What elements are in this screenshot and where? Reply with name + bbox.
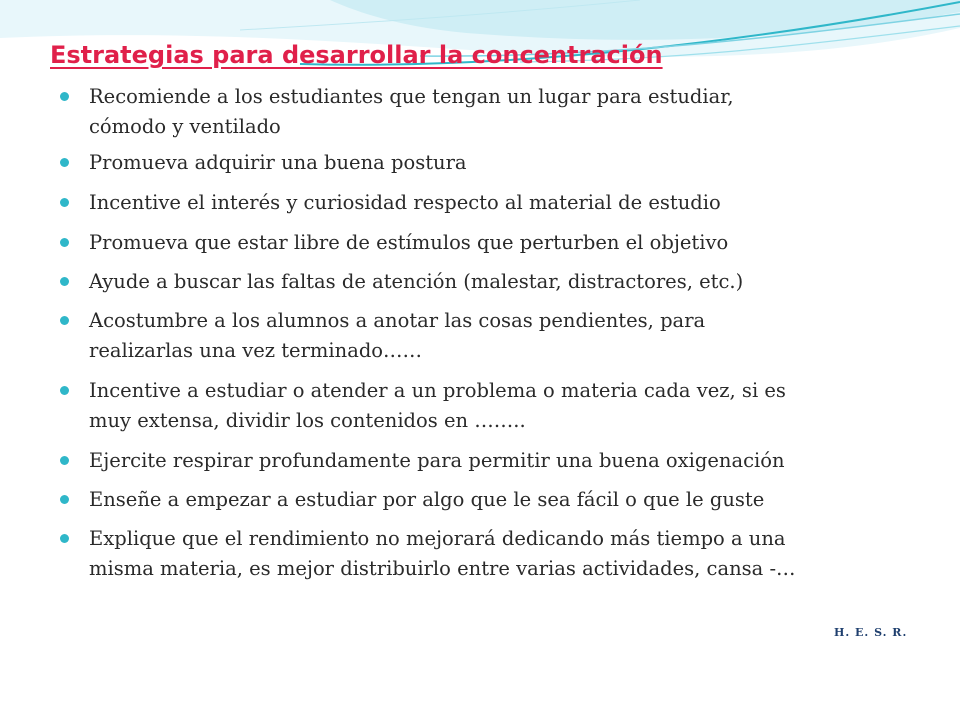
bullet-text-line: Promueva que estar libre de estímulos que perturben el objetivo — [89, 231, 729, 254]
bullet-item — [60, 446, 920, 476]
bullet-item — [60, 188, 920, 218]
bullet-item — [60, 267, 920, 297]
bullet-item — [60, 228, 920, 258]
bullet-item — [60, 306, 920, 366]
bullet-text-line: Incentive a estudiar o atender a un problema o materia cada vez, si es — [89, 379, 786, 402]
bullet-text-line: muy extensa, dividir los contenidos en …….. — [89, 409, 526, 432]
bullet-dot-icon — [60, 198, 69, 207]
bullet-item — [60, 524, 920, 584]
bullet-item — [60, 82, 920, 142]
bullet-dot-icon — [60, 92, 69, 101]
bullet-text-line: Explique que el rendimiento no mejorará dedicando más tiempo a una — [89, 527, 786, 550]
bullet-item — [60, 148, 920, 178]
bullet-dot-icon — [60, 534, 69, 543]
bullet-item — [60, 376, 920, 436]
bullet-text-line: Incentive el interés y curiosidad respecto al material de estudio — [89, 191, 721, 214]
bullet-text-line: misma materia, es mejor distribuirlo entre varias actividades, cansa -… — [89, 557, 796, 580]
bullet-text-line: Recomiende a los estudiantes que tengan un lugar para estudiar, — [89, 85, 734, 108]
bullet-dot-icon — [60, 495, 69, 504]
bullet-text-line: Acostumbre a los alumnos a anotar las cosas pendientes, para — [89, 309, 706, 332]
bullet-text-line: cómodo y ventilado — [89, 115, 281, 138]
bullet-text-line: Ejercite respirar profundamente para permitir una buena oxigenación — [89, 449, 785, 472]
bullet-dot-icon — [60, 456, 69, 465]
bullet-item — [60, 485, 920, 515]
slide-title: Estrategias para desarrollar la concentración — [50, 41, 663, 69]
bullet-dot-icon — [60, 238, 69, 247]
bullet-dot-icon — [60, 386, 69, 395]
author-initials: H. E. S. R. — [834, 626, 908, 639]
bullet-text-line: Promueva adquirir una buena postura — [89, 151, 467, 174]
bullet-dot-icon — [60, 316, 69, 325]
bullet-text-line: Enseñe a empezar a estudiar por algo que le sea fácil o que le guste — [89, 488, 765, 511]
bullet-text-line: realizarlas una vez terminado…… — [89, 339, 423, 362]
bullet-dot-icon — [60, 277, 69, 286]
bullet-dot-icon — [60, 158, 69, 167]
bullet-text-line: Ayude a buscar las faltas de atención (malestar, distractores, etc.) — [89, 270, 744, 293]
